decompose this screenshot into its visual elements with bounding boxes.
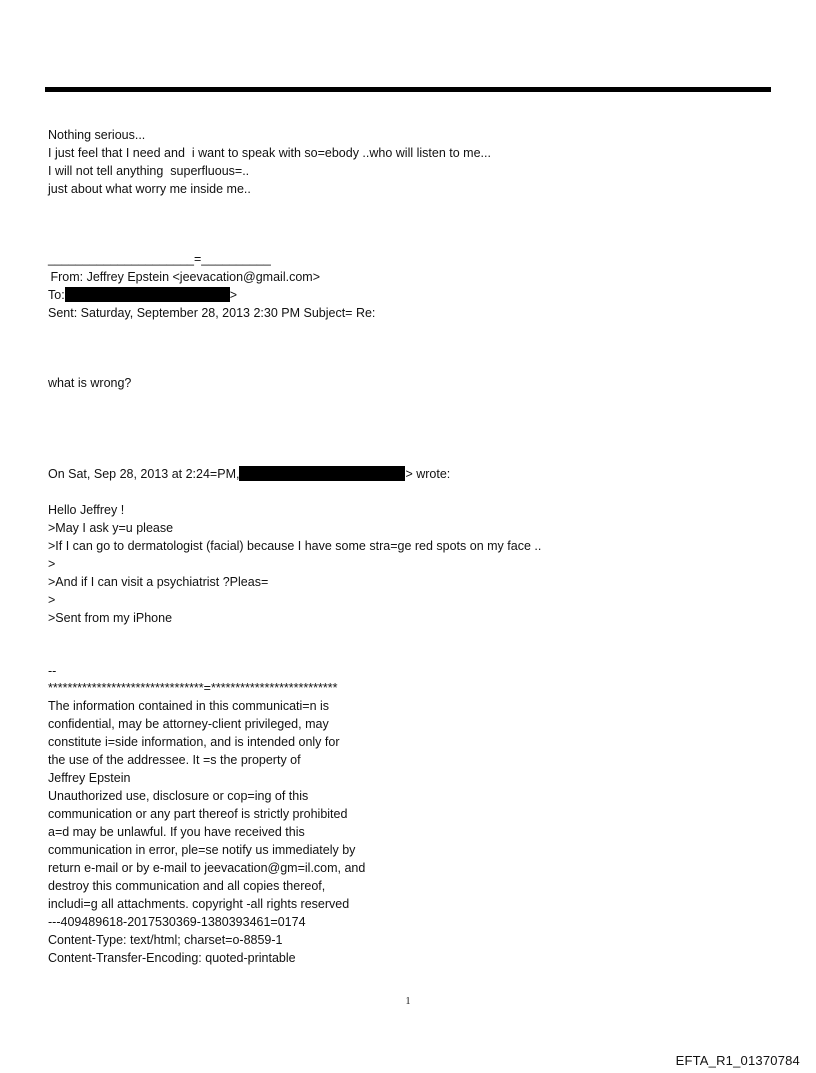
quote-header-suffix: > wrote:	[405, 467, 451, 481]
to-prefix: To:	[48, 288, 65, 302]
disclaimer-line: return e-mail or by e-mail to jeevacation@gm=il.com, and	[48, 861, 366, 875]
to-line	[48, 286, 237, 304]
disclaimer-line: Jeffrey Epstein	[48, 771, 131, 785]
disclaimer-line: the use of the addressee. It =s the property of	[48, 753, 301, 767]
reply-line: Nothing serious...	[48, 128, 146, 142]
top-divider	[45, 87, 771, 92]
disclaimer-line: communication or any part thereof is strictly prohibited	[48, 807, 348, 821]
bates-number: EFTA_R1_01370784	[675, 1053, 800, 1068]
disclaimer-line: Unauthorized use, disclosure or cop=ing of this	[48, 789, 309, 803]
reply-line: I will not tell anything superfluous=..	[48, 164, 250, 178]
disclaimer-line: The information contained in this communicati=n is	[48, 699, 330, 713]
quote-header	[48, 465, 450, 483]
disclaimer-line: confidential, may be attorney-client privileged, may	[48, 717, 329, 731]
disclaimer-line: communication in error, ple=se notify us immediately by	[48, 843, 356, 857]
quoted-line: >If I can go to dermatologist (facial) because I have some stra=ge red spots on my face ..	[48, 539, 542, 553]
redaction-box	[65, 287, 230, 302]
disclaimer-line: ---409489618-2017530369-1380393461=0174	[48, 915, 306, 929]
quoted-line: >	[48, 557, 56, 571]
to-suffix: >	[229, 288, 237, 302]
quoted-line: >And if I can visit a psychiatrist ?Pleas=	[48, 575, 269, 589]
quoted-line: >	[48, 593, 56, 607]
disclaimer-line: a=d may be unlawful. If you have received this	[48, 825, 305, 839]
reply-line: just about what worry me inside me..	[48, 182, 251, 196]
quote-header-prefix: On Sat, Sep 28, 2013 at 2:24=PM,	[48, 467, 240, 481]
disclaimer-line: destroy this communication and all copies thereof,	[48, 879, 326, 893]
quoted-line: >May I ask y=u please	[48, 521, 174, 535]
reply-line: I just feel that I need and i want to speak with so=ebody ..who will listen to me...	[48, 146, 491, 160]
page-number: 1	[405, 996, 411, 1007]
disclaimer-line: constitute i=side information, and is intended only for	[48, 735, 340, 749]
disclaimer-line: Content-Transfer-Encoding: quoted-printable	[48, 951, 296, 965]
signature-stars: ********************************=**************************	[48, 681, 338, 695]
redaction-box	[239, 466, 405, 481]
header-separator: _____________________=__________	[48, 252, 271, 266]
sent-line: Sent: Saturday, September 28, 2013 2:30 PM Subject= Re:	[48, 306, 376, 320]
signature-dash: --	[48, 664, 57, 678]
quoted-line: Hello Jeffrey !	[48, 503, 125, 517]
quoted-line: >Sent from my iPhone	[48, 611, 173, 625]
from-line: From: Jeffrey Epstein <jeevacation@gmail.com>	[47, 270, 320, 284]
disclaimer-line: includi=g all attachments. copyright -all rights reserved	[48, 897, 350, 911]
question-line: what is wrong?	[48, 376, 132, 390]
disclaimer-line: Content-Type: text/html; charset=o-8859-1	[48, 933, 283, 947]
